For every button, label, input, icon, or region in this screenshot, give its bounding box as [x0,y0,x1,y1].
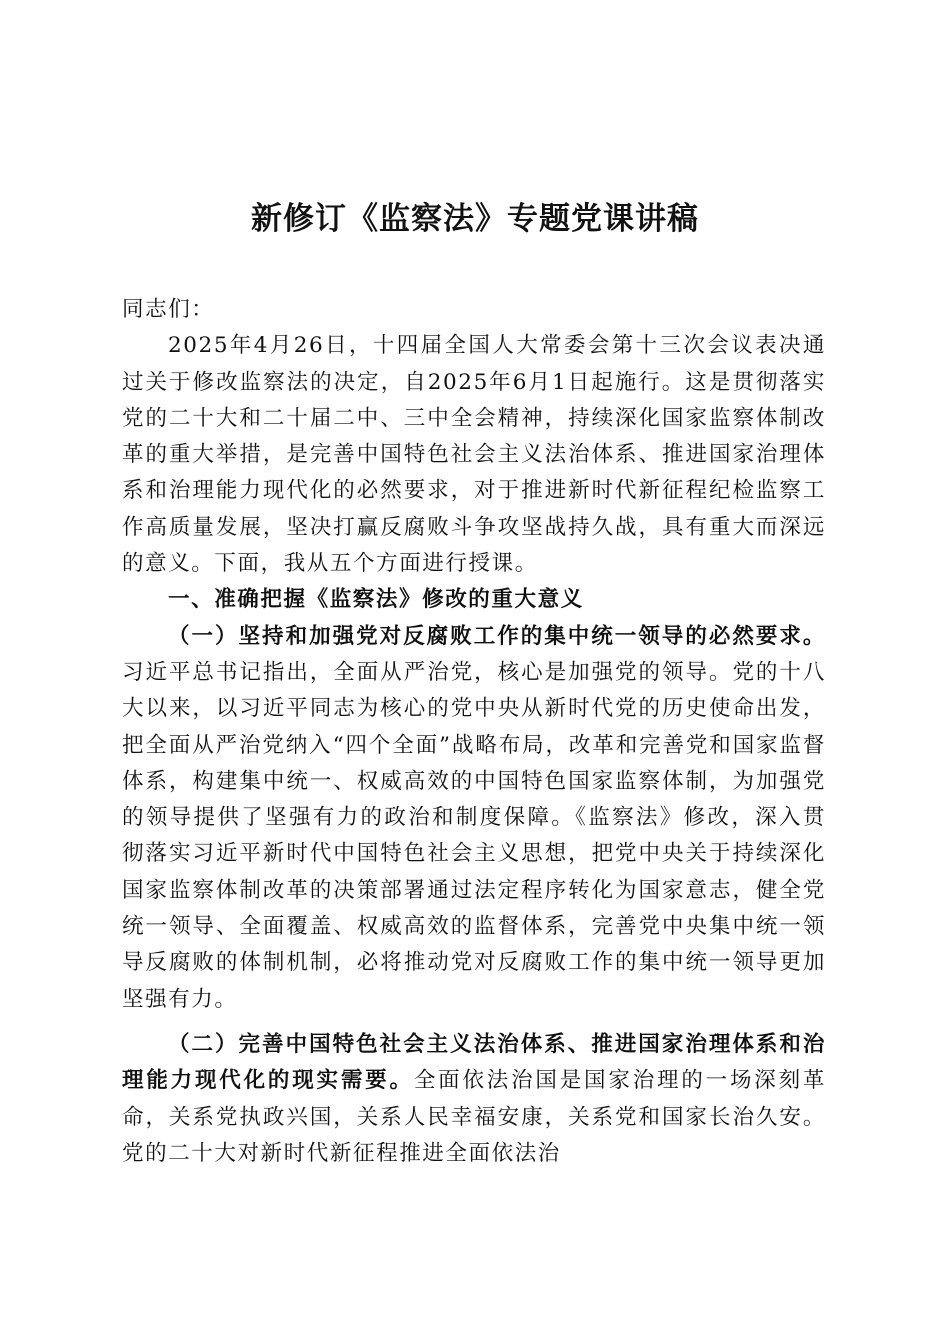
salutation: 同志们： [122,297,215,322]
subsection-body-2: 全面依法治国是国家治理的一场深刻革命，关系党执政兴国，关系人民幸福安康，关系党和国家长治久安。党的二十大对新时代新征程推进全面依法治 [122,1068,827,1166]
subsection-paragraph-2 [122,1027,826,1172]
subsection-body-1: 习近平总书记指出，全面从严治党，核心是加强党的领导。党的十八大以来，以习近平同志为核心的党中央从新时代党的历史使命出发，把全面从严治党纳入“四个全面”战略布局，改革和完善党和国家监督体系，构建集中统一、权威高效的中国特色国家监察体制，为加强党的领导提供了坚强有力的政治和制度保障。《监察法》修改，深入贯彻落实习近平新时代中国特色社会主义思想，把党中央关于持续深化国家监察体制改革的决策部署通过法定程序转化为国家意志，健全党统一领导、全面覆盖、权威高效的监督体系，完善党中央集中统一领导反腐败的体制机制，必将推动党对反腐败工作的集中统一领导更加坚强有力。 [122,659,826,1012]
subsection-heading-1: （一）坚持和加强党对反腐败工作的集中统一领导的必然要求。 [168,623,826,649]
subsection-heading-2: （二）完善中国特色社会主义法治体系、推进国家治理体系和治理能力现代化的现实需要。 [122,1031,826,1094]
document-body [122,292,826,1172]
intro-paragraph: 2025年4月26日，十四届全国人大常委会第十三次会议表决通过关于修改监察法的决定，自2025年6月1日起施行。这是贯彻落实党的二十大和二十届二中、三中全会精神，持续深化国家监察体制改革的重大举措，是完善中国特色社会主义法治体系、推进国家治理体系和治理能力现代化的必然要求，对于推进新时代新征程纪检监察工作高质量发展，坚决打赢反腐败斗争攻坚战持久战，具有重大而深远的意义。下面，我从五个方面进行授课。 [122,333,826,577]
subsection-paragraph-1 [122,619,826,1018]
document-title: 新修订《监察法》专题党课讲稿 [251,201,699,237]
section-heading-1: 一、准确把握《监察法》修改的重大意义 [168,587,584,613]
